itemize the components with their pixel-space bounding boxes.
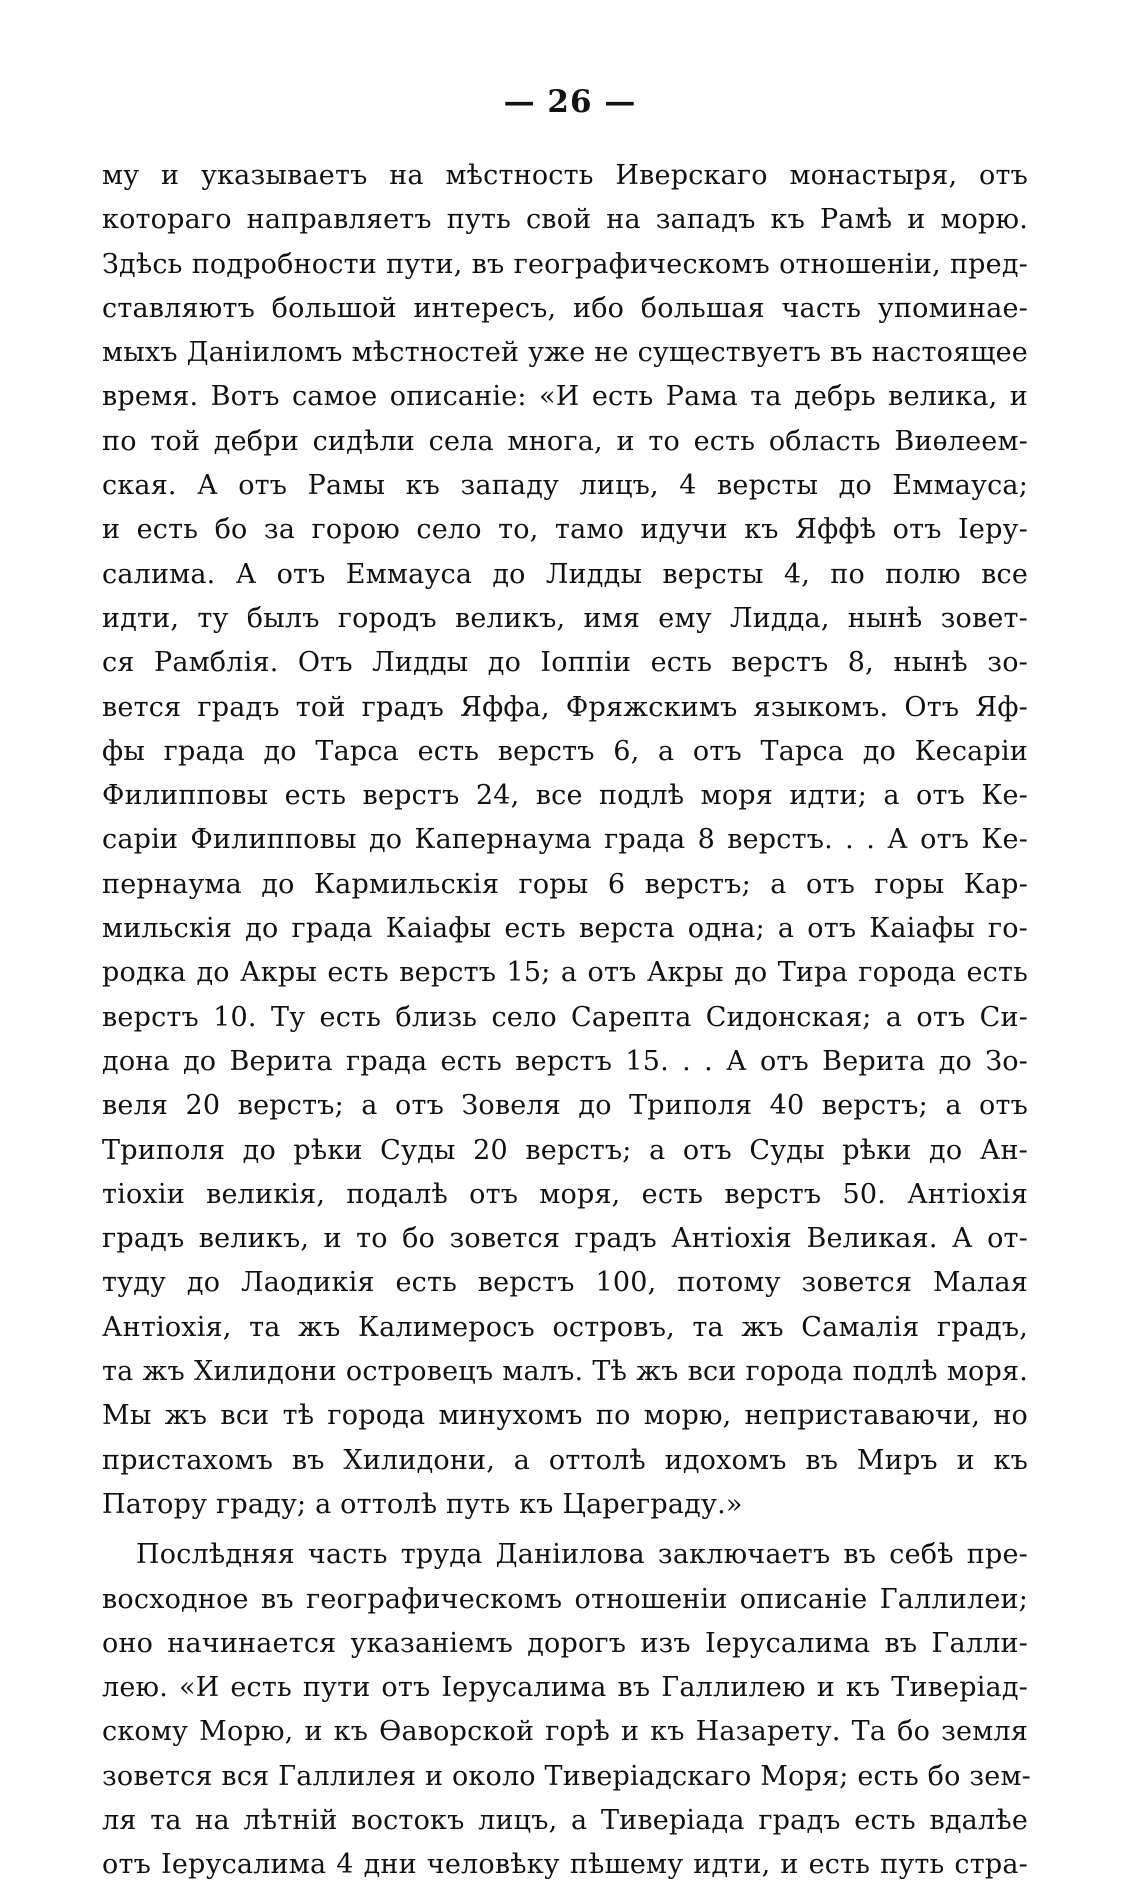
text-line: мильскія до града Каіафы есть верста одна; а отъ Каіафы го- — [102, 913, 1028, 945]
text-line: Послѣдняя часть труда Даніилова заключаетъ въ себѣ пре- — [136, 1539, 1028, 1571]
text-line: фы града до Тарса есть верстъ 6, а отъ Тарса до Кесаріи — [102, 735, 1028, 767]
text-line: ся Рамблія. Отъ Лидды до Іоппіи есть верстъ 8, нынѣ зо- — [102, 647, 1028, 679]
text-line: Триполя до рѣки Суды 20 верстъ; а отъ Суды рѣки до Ан- — [102, 1134, 1028, 1166]
text-line: оно начинается указаніемъ дорогъ изъ Іерусалима въ Галли- — [102, 1627, 1028, 1659]
text-line: ская. А отъ Рамы къ западу лицъ, 4 версты до Еммауса; — [102, 470, 1028, 502]
text-line: салима. А отъ Еммауса до Лидды версты 4, по полю все — [102, 558, 1028, 590]
text-line: мыхъ Даніиломъ мѣстностей уже не существуетъ въ настоящее — [102, 337, 1028, 369]
text-line: котораго направляетъ путь свой на западъ къ Рамѣ и морю. — [102, 204, 1028, 236]
text-line: градъ великъ, и то бо зовется градъ Антіохія Великая. А от- — [102, 1223, 1028, 1255]
text-line: и есть бо за горою село то, тамо идучи къ Яффѣ отъ Іеру- — [102, 514, 1028, 546]
text-line: Патору граду; а оттолѣ путь къ Цареграду.» — [102, 1488, 743, 1520]
text-line: вется градъ той градъ Яффа, Фряжскимъ языкомъ. Отъ Яф- — [102, 691, 1028, 723]
text-line: отъ Іерусалима 4 дни человѣку пѣшему идти, и есть путь стра- — [102, 1849, 1028, 1881]
text-line: тіохіи великія, подалѣ отъ моря, есть верстъ 50. Антіохія — [102, 1178, 1028, 1210]
text-line: по той дебри сидѣли села многа, и то есть область Виѳлеем- — [102, 425, 1028, 457]
page-number: — 26 — — [503, 84, 637, 120]
text-line: зовется вся Галлилея и около Тиверіадскаго Моря; есть бо зем- — [102, 1760, 1031, 1792]
text-line: пристахомъ въ Хилидони, а оттолѣ идохомъ въ Миръ и къ — [102, 1444, 1028, 1476]
text-line: Мы жъ вси тѣ города минухомъ по морю, неприставаючи, но — [102, 1400, 1028, 1432]
paragraph-2 — [102, 1533, 1031, 1887]
text-line: ставляютъ большой интересъ, ибо большая часть упоминае- — [102, 292, 1028, 324]
text-line: дона до Верита града есть верстъ 15. . . А отъ Верита до Зо- — [102, 1045, 1028, 1077]
text-line: туду до Лаодикія есть верстъ 100, потому зовется Малая — [102, 1267, 1028, 1299]
text-line: Здѣсь подробности пути, въ географическомъ отношеніи, пред- — [102, 248, 1028, 280]
text-line: время. Вотъ самое описаніе: «И есть Рама та дебрь велика, и — [102, 381, 1028, 413]
body-text — [102, 154, 1031, 1888]
text-line: родка до Акры есть верстъ 15; а отъ Акры до Тира города есть — [102, 957, 1028, 989]
text-line: саріи Филипповы до Капернаума града 8 верстъ. . . А отъ Ке- — [102, 824, 1028, 856]
text-line: восходное въ географическомъ отношеніи описаніе Галлилеи; — [102, 1583, 1028, 1615]
text-line: веля 20 верстъ; а отъ Зовеля до Триполя 40 верстъ; а отъ — [102, 1090, 1028, 1122]
paragraph-1 — [102, 154, 1028, 1527]
text-line: Антіохія, та жъ Калимеросъ островъ, та жъ Самалія градъ, — [102, 1311, 1028, 1343]
text-line: верстъ 10. Ту есть близь село Сарепта Сидонская; а отъ Си- — [102, 1001, 1028, 1033]
text-line: ля та на лѣтній востокъ лицъ, а Тиверіада градъ есть вдалѣе — [102, 1804, 1028, 1836]
text-line: лею. «И есть пути отъ Іерусалима въ Галлилею и къ Тиверіад- — [102, 1672, 1028, 1704]
text-line: та жъ Хилидони островецъ малъ. Тѣ жъ вси города подлѣ моря. — [102, 1356, 1028, 1388]
text-line: скому Морю, и къ Ѳаворской горѣ и къ Назарету. Та бо земля — [102, 1716, 1028, 1748]
text-line: Филипповы есть верстъ 24, все подлѣ моря идти; а отъ Ке- — [102, 780, 1028, 812]
text-line: идти, ту былъ городъ великъ, имя ему Лидда, нынѣ зовет- — [102, 602, 1028, 634]
text-line: му и указываетъ на мѣстность Иверскаго монастыря, отъ — [102, 160, 1028, 191]
text-line: пернаума до Кармильскія горы 6 верстъ; а отъ горы Кар- — [102, 868, 1028, 900]
